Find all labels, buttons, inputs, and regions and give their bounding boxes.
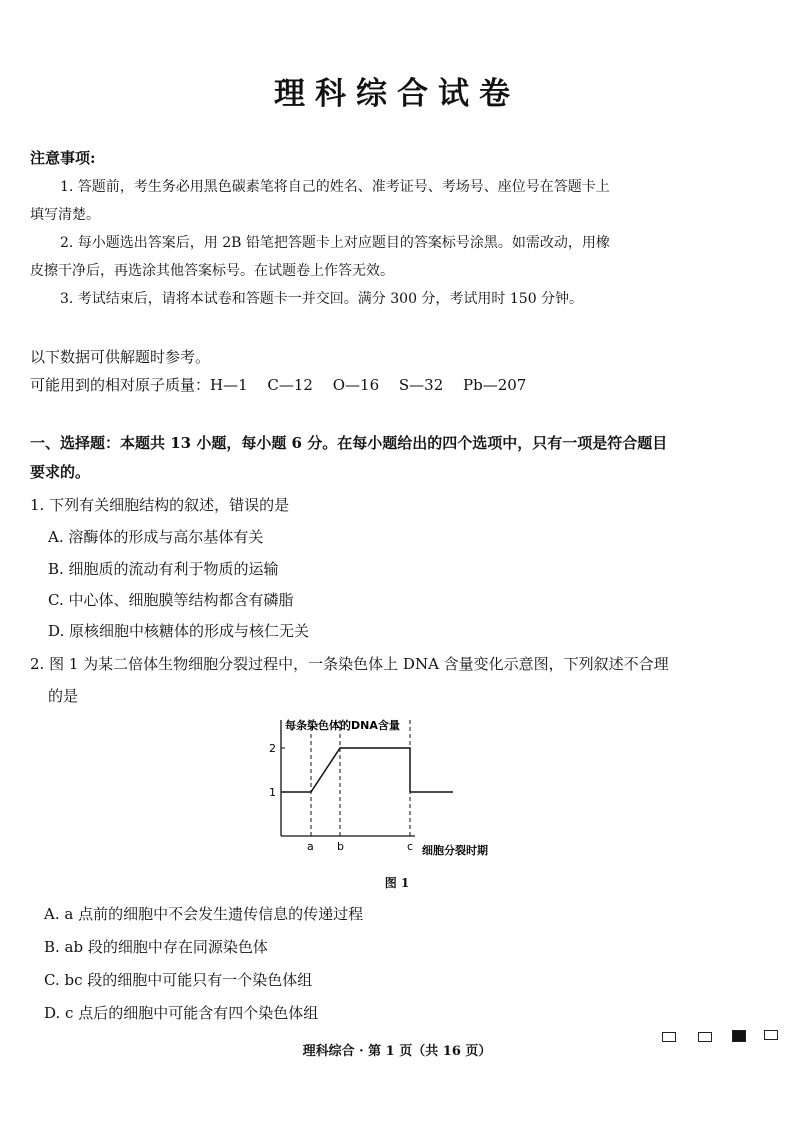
q2-option-b: B. ab 段的细胞中存在同源染色体 — [44, 938, 268, 956]
q1-option-d: D. 原核细胞中核糖体的形成与核仁无关 — [48, 622, 310, 640]
x-axis-label: 细胞分裂时期 — [422, 844, 488, 857]
page-title: 理科综合试卷 — [274, 76, 520, 112]
note-line-2: 填写清楚。 — [30, 207, 100, 223]
q1-option-c: C. 中心体、细胞膜等结构都含有磷脂 — [48, 591, 294, 609]
q1-stem: 1. 下列有关细胞结构的叙述，错误的是 — [30, 496, 290, 514]
atomic-mass-line: 可能用到的相对原子质量：H—1 C—12 O—16 S—32 Pb—207 — [30, 376, 527, 394]
q1-option-a: A. 溶酶体的形成与高尔基体有关 — [48, 528, 264, 546]
q2-stem-cont: 的是 — [48, 687, 79, 705]
note-line-5: 3. 考试结束后，请将本试卷和答题卡一并交回。满分 300 分，考试用时 150 分钟。 — [60, 291, 584, 307]
figure-1-caption: 图 1 — [384, 876, 410, 890]
notes-heading: 注意事项: — [30, 149, 96, 167]
scan-mark-4 — [764, 1030, 778, 1040]
scan-mark-2 — [698, 1032, 712, 1042]
section-heading-cont: 要求的。 — [30, 463, 91, 481]
q2-option-d: D. c 点后的细胞中可能含有四个染色体组 — [44, 1004, 319, 1022]
y-axis-label: 每条染色体的DNA含量 — [285, 719, 400, 732]
figure-1-chart — [265, 712, 515, 862]
section-heading: 一、选择题：本题共 13 小题，每小题 6 分。在每小题给出的四个选项中，只有一项是符合题目 — [30, 434, 668, 452]
y-tick-2: 2 — [269, 742, 276, 755]
x-marker-b: b — [337, 840, 344, 853]
dna-content-line-1 — [281, 748, 410, 792]
reference-line: 以下数据可供解题时参考。 — [30, 348, 211, 366]
q2-stem: 2. 图 1 为某二倍体生物细胞分裂过程中，一条染色体上 DNA 含量变化示意图，下列叙述不合理 — [30, 655, 669, 673]
note-line-1: 1. 答题前，考生务必用黑色碳素笔将自己的姓名、准考证号、考场号、座位号在答题卡上 — [60, 179, 610, 195]
y-tick-1: 1 — [269, 786, 276, 799]
q2-option-c: C. bc 段的细胞中可能只有一个染色体组 — [44, 971, 313, 989]
scan-mark-3 — [732, 1030, 746, 1042]
note-line-3: 2. 每小题选出答案后，用 2B 铅笔把答题卡上对应题目的答案标号涂黑。如需改动，用橡 — [60, 235, 610, 251]
scan-mark-1 — [662, 1032, 676, 1042]
q2-option-a: A. a 点前的细胞中不会发生遗传信息的传递过程 — [44, 905, 364, 923]
page-footer: 理科综合 · 第 1 页（共 16 页） — [302, 1044, 492, 1059]
x-marker-c: c — [407, 840, 414, 853]
x-marker-a: a — [307, 840, 314, 853]
q1-option-b: B. 细胞质的流动有利于物质的运输 — [48, 560, 279, 578]
note-line-4: 皮擦干净后，再选涂其他答案标号。在试题卷上作答无效。 — [30, 263, 394, 279]
